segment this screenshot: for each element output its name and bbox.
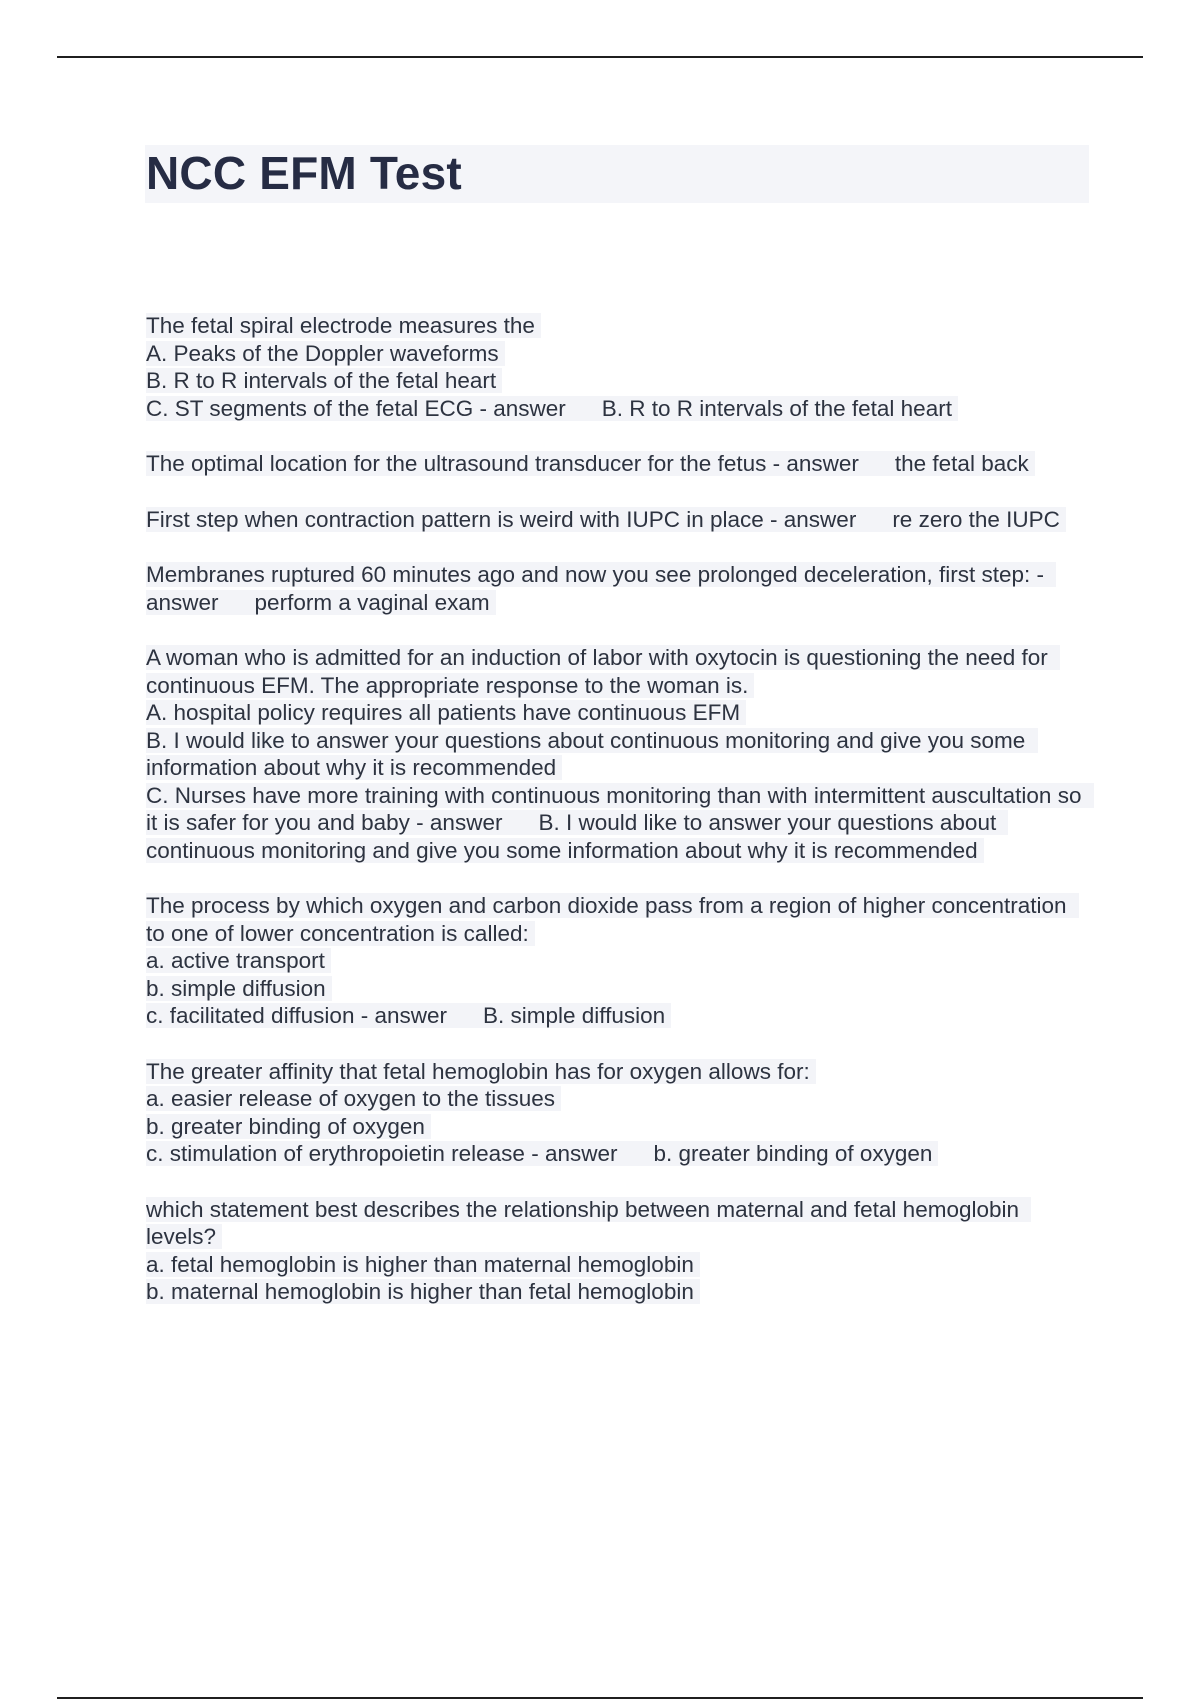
question-block [146, 1196, 1086, 1306]
question-block [146, 561, 1086, 616]
option-text: B. R to R intervals of the fetal heart [146, 368, 502, 393]
option-text: A. Peaks of the Doppler waveforms [146, 341, 505, 366]
option-text: A. hospital policy requires all patients have continuous EFM [146, 700, 746, 725]
option-text: b. greater binding of oxygen [146, 1114, 431, 1139]
option-text: b. maternal hemoglobin is higher than fetal hemoglobin [146, 1279, 700, 1304]
question-list [146, 312, 1086, 1334]
option-text [146, 1003, 671, 1028]
question-text: The fetal spiral electrode measures the [146, 313, 541, 338]
option-text [146, 396, 958, 421]
bottom-rule [57, 1697, 1143, 1699]
answer-text: B. I would like to answer your questions about continuous monitoring and give you some information about why it is recommended [146, 810, 1003, 863]
page-title: NCC EFM Test [146, 147, 462, 199]
answer-marker: - answer [772, 451, 859, 476]
question-last-line: C. Nurses have more training with continuous monitoring than with intermittent auscultation so it is safer for you and baby [146, 782, 1088, 835]
question-block [146, 506, 1086, 534]
question-block [146, 312, 1086, 422]
option-text [146, 783, 1094, 863]
question-last-line: c. stimulation of erythropoietin release [146, 1141, 525, 1166]
question-last-line: Membranes ruptured 60 minutes ago and now you see prolonged deceleration, first step: [146, 562, 1031, 587]
answer-marker: - answer [146, 562, 1051, 615]
option-text: a. fetal hemoglobin is higher than maternal hemoglobin [146, 1252, 700, 1277]
answer-marker: - answer [531, 1141, 618, 1166]
answer-text: B. simple diffusion [483, 1003, 666, 1028]
option-text: a. easier release of oxygen to the tissues [146, 1086, 561, 1111]
option-text [146, 1141, 938, 1166]
option-text: B. I would like to answer your questions about continuous monitoring and give you some information about why it is recommended [146, 728, 1038, 781]
question-last-line: First step when contraction pattern is weird with IUPC in place [146, 506, 764, 532]
question-block [146, 450, 1086, 478]
question-text: A woman who is admitted for an induction of labor with oxytocin is questioning the need for continuous EFM. The appropriate response to the woman is. [146, 645, 1060, 698]
question-last-line: The optimal location for the ultrasound transducer for the fetus [146, 451, 767, 476]
answer-marker: - answer [479, 395, 566, 421]
answer-marker: - answer [360, 1003, 448, 1028]
question-block [146, 1058, 1086, 1168]
question-text: The process by which oxygen and carbon dioxide pass from a region of higher concentration to one of lower concentration is called: [146, 893, 1079, 946]
question-text: which statement best describes the relationship between maternal and fetal hemoglobin levels? [146, 1197, 1031, 1250]
answer-text: B. R to R intervals of the fetal heart [601, 395, 952, 421]
question-block [146, 892, 1086, 1030]
answer-text: b. greater binding of oxygen [653, 1141, 933, 1166]
question-text [146, 451, 1035, 476]
option-text: a. active transport [146, 948, 331, 973]
question-last-line: C. ST segments of the fetal ECG [146, 395, 474, 421]
answer-text: the fetal back [894, 451, 1029, 476]
question-last-line: c. facilitated diffusion [146, 1003, 355, 1028]
answer-text: re zero the IUPC [892, 506, 1060, 532]
question-text: The greater affinity that fetal hemoglobin has for oxygen allows for: [146, 1059, 816, 1084]
question-text [146, 507, 1066, 532]
answer-marker: - answer [416, 810, 503, 835]
answer-marker: - answer [770, 506, 857, 532]
option-text: b. simple diffusion [146, 976, 332, 1001]
question-block [146, 644, 1086, 864]
question-text [146, 562, 1056, 615]
answer-text: perform a vaginal exam [254, 589, 490, 615]
top-rule [57, 56, 1143, 58]
